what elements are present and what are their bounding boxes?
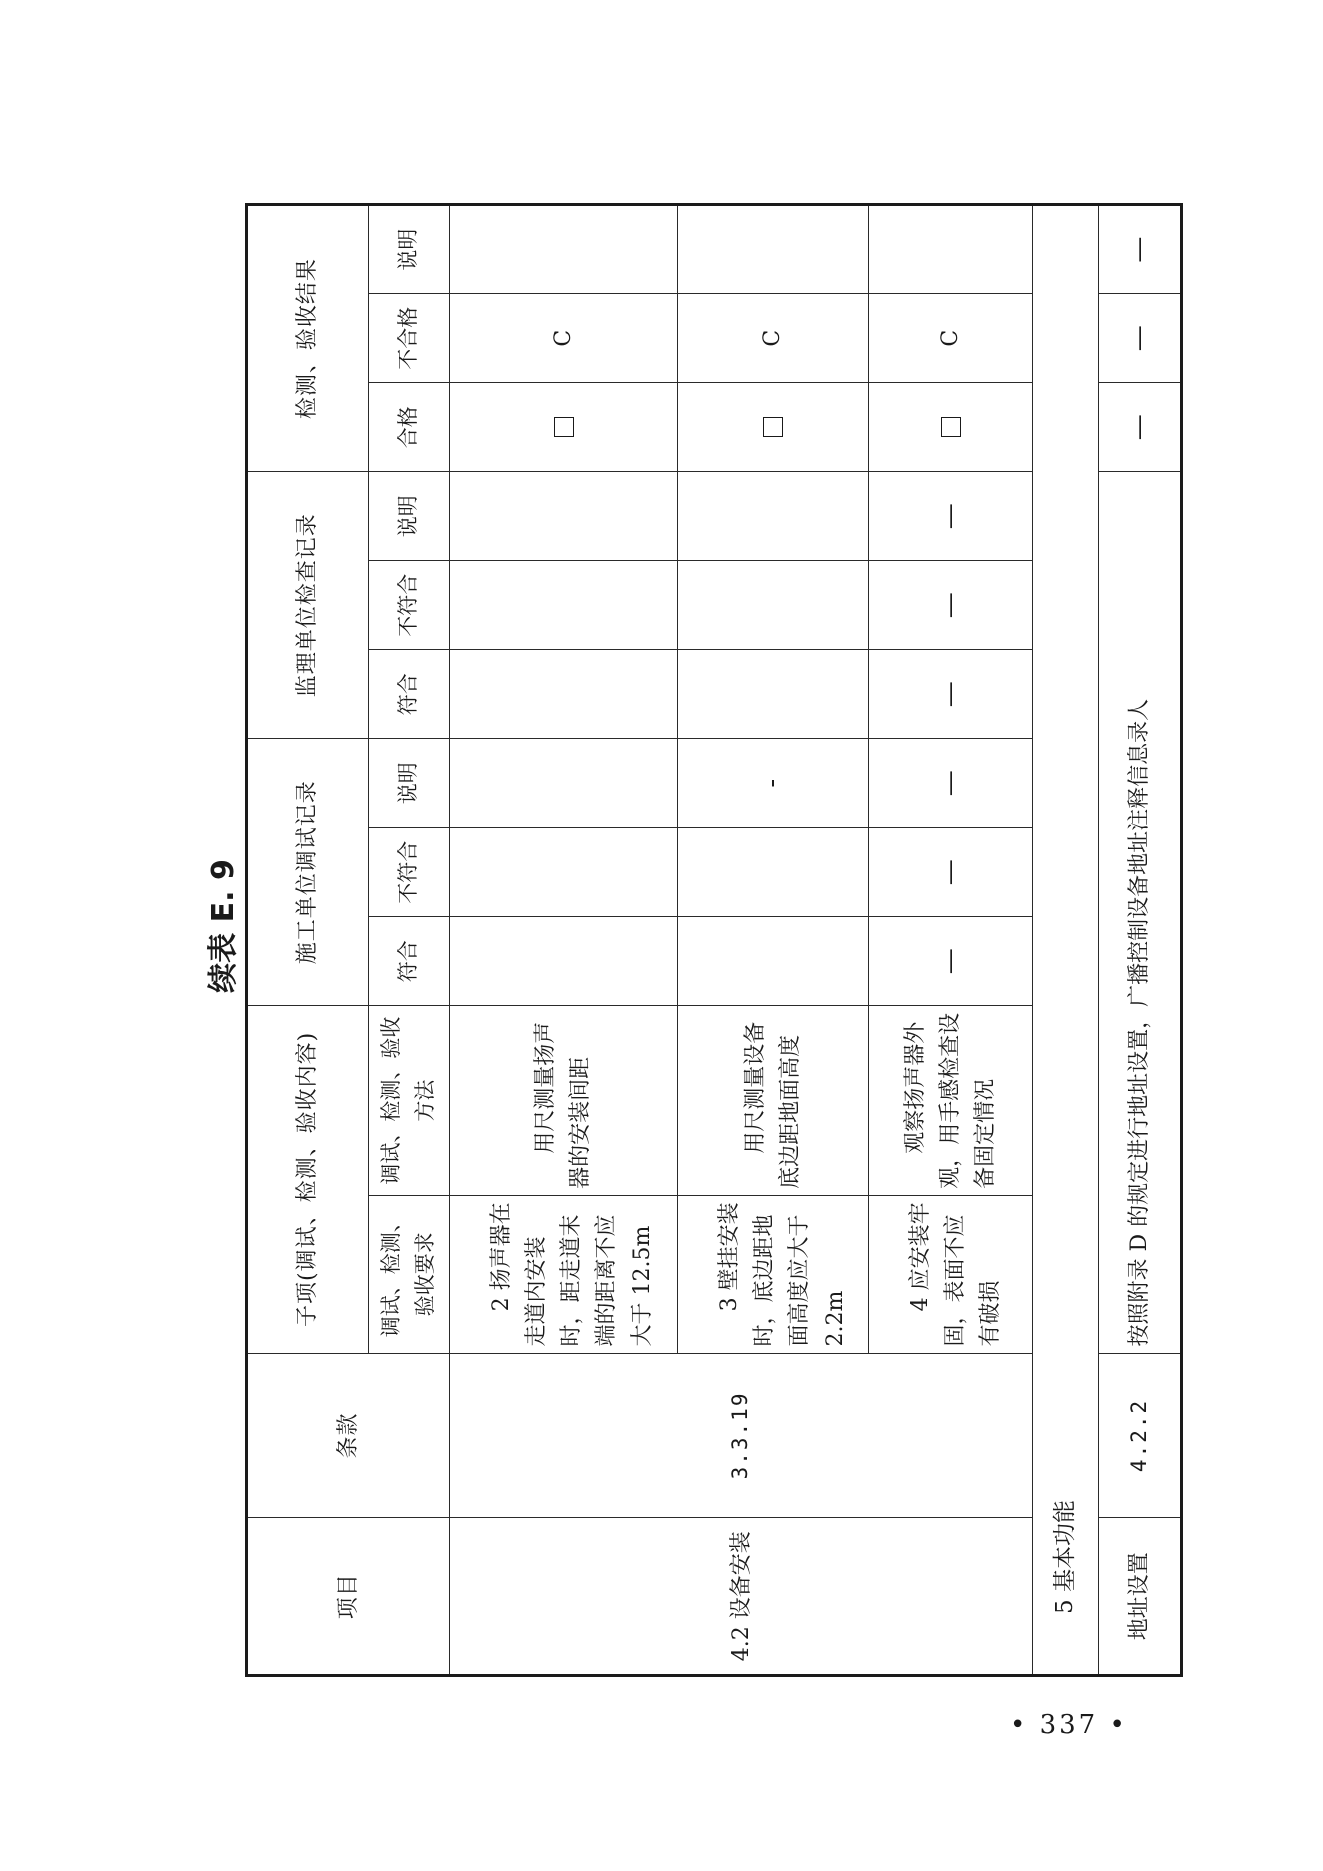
page-number <box>1010 1710 1150 1750</box>
cell-row2-construction-nonconform <box>678 828 869 917</box>
header-inspection-fail: 不合格 <box>369 294 450 383</box>
header-subitem-group: 子项(调试、检测、验收内容) <box>247 1006 369 1353</box>
cell-row1-construction-nonconform <box>449 828 677 917</box>
cell-row3-construction-conform: — <box>868 917 1033 1006</box>
requirement-row-3: 4 应安装牢固，表面不应有破损 <box>868 1195 1033 1353</box>
cell-row2-supervision-nonconform <box>678 561 869 650</box>
requirement-row-1: 2 扬声器在走道内安装时，距走道末端的距离不应大于 12.5m <box>449 1195 677 1353</box>
cell-row3-fail[interactable]: C <box>868 294 1033 383</box>
cell-row2-inspection-note <box>678 205 869 294</box>
cell-row1-supervision-conform <box>449 650 677 739</box>
header-supervision-conform: 符合 <box>369 650 450 739</box>
header-construction-conform: 符合 <box>369 917 450 1006</box>
method-row-3: 观察扬声器外观，用手感检查设备固定情况 <box>868 1006 1033 1196</box>
table-title-text: 续表 E. 9 <box>206 859 241 993</box>
acceptance-table <box>245 203 1183 1677</box>
table-title <box>190 859 250 993</box>
cell-row2-construction-conform <box>678 917 869 1006</box>
pass-checkbox-row-2[interactable] <box>763 417 783 437</box>
item-4-2: 4.2 设备安装 <box>449 1518 1032 1676</box>
cell-row2-fail[interactable]: C <box>678 294 869 383</box>
header-item: 项目 <box>247 1518 450 1676</box>
header-inspection: 检测、验收结果 <box>247 205 369 472</box>
clause-4-2-2: 4.2.2 <box>1099 1353 1182 1518</box>
pass-checkbox-row-3[interactable] <box>941 417 961 437</box>
header-sub-requirement: 调试、检测、验收要求 <box>369 1195 450 1353</box>
cell-address-fail[interactable]: — <box>1099 294 1182 383</box>
section-5-basic-function: 5 基本功能 <box>1033 205 1099 1676</box>
cell-row2-pass[interactable] <box>678 383 869 472</box>
header-inspection-pass: 合格 <box>369 383 450 472</box>
header-construction-nonconform: 不符合 <box>369 828 450 917</box>
cell-row1-fail[interactable]: C <box>449 294 677 383</box>
item-address-setting: 地址设置 <box>1099 1518 1182 1676</box>
header-construction: 施工单位调试记录 <box>247 739 369 1006</box>
pass-checkbox-row-1[interactable] <box>554 417 574 437</box>
cell-row1-inspection-note <box>449 205 677 294</box>
cell-row2-supervision-note <box>678 472 869 561</box>
address-setting-text: 按照附录 D 的规定进行地址设置，广播控制设备地址注释信息录人 <box>1099 472 1182 1353</box>
cell-row2-construction-note: - <box>678 739 869 828</box>
page-number-text: • 337 • <box>1010 1710 1128 1740</box>
cell-address-note: — <box>1099 205 1182 294</box>
cell-row1-pass[interactable] <box>449 383 677 472</box>
cell-row1-supervision-nonconform <box>449 561 677 650</box>
header-supervision-note: 说明 <box>369 472 450 561</box>
cell-row3-supervision-nonconform: — <box>868 561 1033 650</box>
cell-row3-supervision-note: — <box>868 472 1033 561</box>
clause-3-3-19: 3.3.19 <box>449 1353 1032 1518</box>
requirement-row-2: 3 壁挂安装时，底边距地面高度应大于 2.2m <box>678 1195 869 1353</box>
cell-row3-construction-nonconform: — <box>868 828 1033 917</box>
header-construction-note: 说明 <box>369 739 450 828</box>
header-supervision-nonconform: 不符合 <box>369 561 450 650</box>
cell-row1-supervision-note <box>449 472 677 561</box>
rotated-table-wrapper <box>245 203 1183 1677</box>
cell-row1-construction-note <box>449 739 677 828</box>
header-inspection-note: 说明 <box>369 205 450 294</box>
cell-row3-inspection-note <box>868 205 1033 294</box>
header-clause: 条款 <box>247 1353 450 1518</box>
method-row-1: 用尺测量扬声器的安装间距 <box>449 1006 677 1196</box>
cell-row2-supervision-conform <box>678 650 869 739</box>
cell-row3-pass[interactable] <box>868 383 1033 472</box>
cell-address-pass[interactable]: — <box>1099 383 1182 472</box>
cell-row3-supervision-conform: — <box>868 650 1033 739</box>
method-row-2: 用尺测量设备底边距地面高度 <box>678 1006 869 1196</box>
header-supervision: 监理单位检查记录 <box>247 472 369 739</box>
cell-row3-construction-note: — <box>868 739 1033 828</box>
cell-row1-construction-conform <box>449 917 677 1006</box>
header-sub-method: 调试、检测、验收方法 <box>369 1006 450 1196</box>
